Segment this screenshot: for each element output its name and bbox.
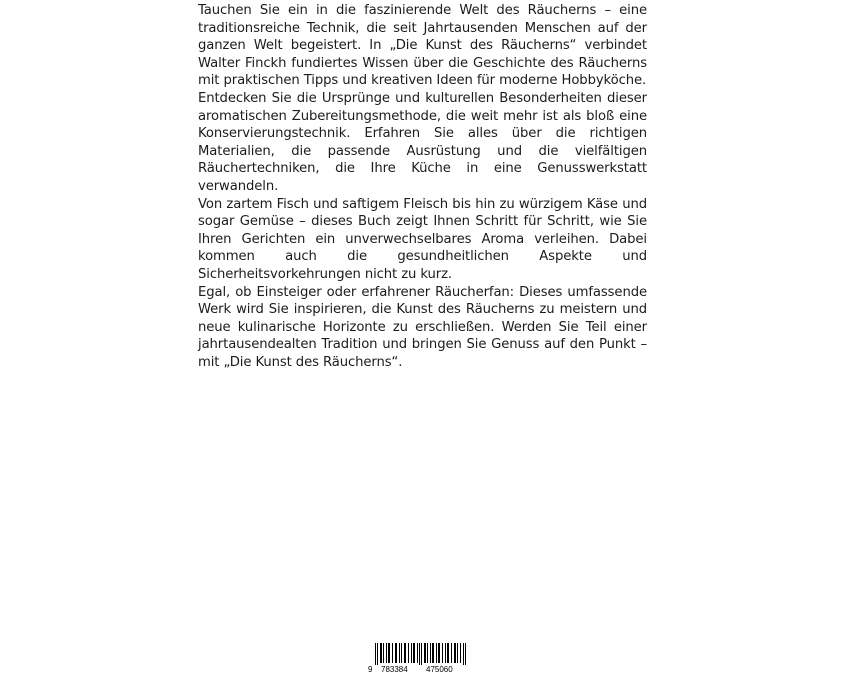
barcode-bar <box>447 643 449 663</box>
barcode-bar <box>411 643 412 663</box>
barcode-bar <box>419 643 420 665</box>
back-cover-blurb <box>198 2 647 371</box>
barcode-bar <box>451 643 452 663</box>
barcode-bar <box>442 643 443 663</box>
barcode-bar <box>383 643 384 663</box>
barcode-bar <box>454 643 456 663</box>
barcode-bar <box>380 643 382 663</box>
barcode-bar <box>404 643 406 663</box>
barcode-bars <box>375 643 466 665</box>
blurb-paragraph-4: Egal, ob Einsteiger oder erfahrener Räucherfan: Dieses umfassende Werk wird Sie inspirieren, die Kunst des Räucherns zu meistern und neue kulinarische Horizonte zu erschließen. Werden Sie Teil einer jahrtausendealten Tradition und bringen Sie Genuss auf den Punkt – mit „Die Kunst des Räucherns“. <box>198 284 647 370</box>
barcode-bar <box>438 643 440 663</box>
barcode-right-digits: 475060 <box>426 665 453 673</box>
blurb-paragraph-1: Tauchen Sie ein in die faszinierende Welt des Räucherns – eine traditionsreiche Technik, die seit Jahrtausenden Menschen auf der ganzen Welt begeistert. In „Die Kunst des Räucherns“ verbindet Walter Finckh fundiertes Wissen über die Geschichte des Räucherns mit praktischen Tipps und kreativen Ideen für moderne Hobbyköche. <box>198 3 647 89</box>
barcode-bar <box>408 643 409 663</box>
barcode-bar <box>457 643 458 663</box>
barcode-bar <box>388 643 390 663</box>
barcode-bar <box>401 643 402 663</box>
barcode-bar <box>445 643 446 663</box>
barcode-bar <box>465 643 466 665</box>
barcode-bar <box>432 643 434 663</box>
barcode-bar <box>413 643 415 663</box>
barcode-bar <box>463 643 464 665</box>
isbn-barcode <box>368 643 470 673</box>
barcode-bar <box>421 643 422 665</box>
barcode-bar <box>377 643 378 665</box>
barcode-lead-digit: 9 <box>368 665 373 673</box>
barcode-bar <box>427 643 428 663</box>
barcode-bar <box>392 643 393 663</box>
barcode-bar <box>399 643 400 663</box>
barcode-bar <box>424 643 426 663</box>
blurb-paragraph-3: Von zartem Fisch und saftigem Fleisch bis hin zu würzigem Käse und sogar Gemüse – dieses Buch zeigt Ihnen Schritt für Schritt, wie Sie Ihren Gerichten ein unverwechselbares Aroma verleihen. Dabei kommen auch die gesundheitlichen Aspekte und Sicherheitsvorkehrungen nicht zu kurz. <box>198 196 647 282</box>
blurb-paragraph-2: Entdecken Sie die Ursprünge und kulturellen Besonderheiten dieser aromatischen Zubereitungsmethode, die weit mehr ist als bloß eine Konservierungstechnik. Erfahren Sie alles über die richtigen Materialien, die passende Ausrüstung und die vielfältigen Räuchertechniken, die Ihre Küche in eine Genusswerkstatt verwandeln. <box>198 90 647 194</box>
barcode-bar <box>386 643 387 663</box>
barcode-left-digits: 783384 <box>381 665 408 673</box>
barcode-bar <box>460 643 461 663</box>
barcode-bar <box>436 643 437 663</box>
barcode-bar <box>395 643 397 663</box>
barcode-bar <box>417 643 418 663</box>
barcode-graphic <box>368 643 470 673</box>
barcode-bar <box>375 643 376 665</box>
barcode-bar <box>430 643 431 663</box>
